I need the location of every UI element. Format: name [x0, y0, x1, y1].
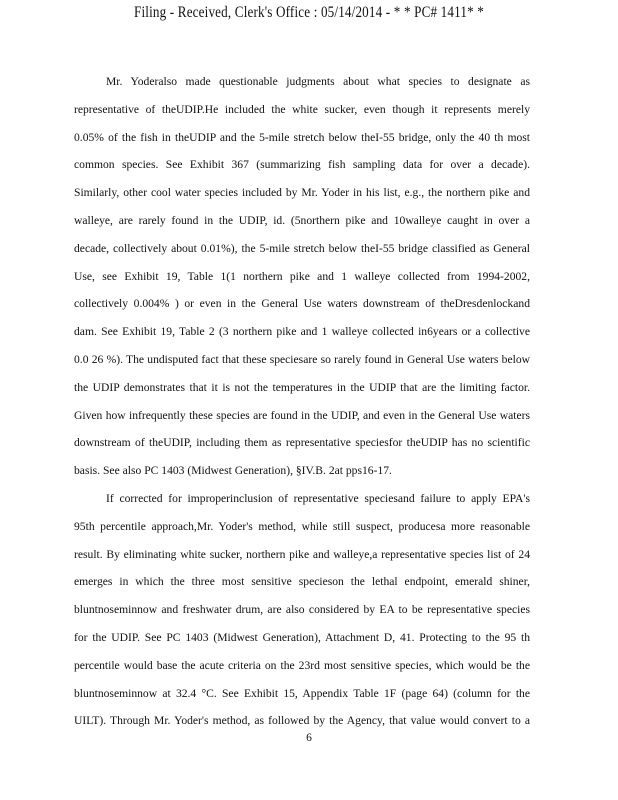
text-line: dam. See Exhibit 19, Table 2 (3 northern pike and 1 walleye collected in6years or a collective: [74, 325, 530, 339]
text-line: result. By eliminating white sucker, northern pike and walleye,a representative species list of 24: [74, 547, 530, 561]
text-line: downstream of theUDIP, including them as representative speciesfor theUDIP has no scientific: [74, 436, 530, 450]
text-line: representative of theUDIP.He included the white sucker, even though it represents merely: [74, 102, 530, 116]
text-line: bluntnoseminnow and freshwater drum, are also considered by EA to be representative species: [74, 603, 530, 617]
text-line: the UDIP demonstrates that it is not the temperatures in the UDIP that are the limiting factor.: [74, 380, 530, 394]
text-line: collectively 0.004% ) or even in the General Use waters downstream of theDresdenlockand: [74, 297, 530, 311]
text-line: common species. See Exhibit 367 (summarizing fish sampling data for over a decade).: [74, 158, 530, 172]
text-line: for the UDIP. See PC 1403 (Midwest Generation), Attachment D, 41. Protecting to the 95 th: [74, 630, 530, 644]
text-line: Use, see Exhibit 19, Table 1(1 northern pike and 1 walleye collected from 1994-2002,: [74, 269, 530, 283]
text-line: Mr. Yoderalso made questionable judgments about what species to designate as: [106, 75, 530, 88]
text-line: Similarly, other cool water species included by Mr. Yoder in his list, e.g., the northern pike and: [74, 186, 530, 200]
text-line: emerges in which the three most sensitive specieson the lethal endpoint, emerald shiner,: [74, 575, 530, 589]
text-line: UILT). Through Mr. Yoder's method, as followed by the Agency, that value would convert to a: [74, 714, 530, 728]
text-line: bluntnoseminnow at 32.4 °C. See Exhibit 15, Appendix Table 1F (page 64) (column for the: [74, 686, 530, 700]
text-line: 0.0 26 %). The undisputed fact that these speciesare so rarely found in General Use waters below: [74, 352, 530, 366]
text-line: basis. See also PC 1403 (Midwest Generation), §IV.B. 2at pps16-17.: [74, 464, 392, 478]
paragraph-2: [74, 485, 530, 735]
text-line: 0.05% of the fish in theUDIP and the 5-mile stretch below theI-55 bridge, only the 40 th most: [74, 130, 530, 144]
text-line: 95th percentile approach,Mr. Yoder's method, while still suspect, producesa more reasonable: [74, 519, 530, 533]
text-line: percentile would base the acute criteria on the 23rd most sensitive species, which would be the: [74, 658, 530, 672]
text-line: If corrected for improperinclusion of representative speciesand failure to apply EPA's: [106, 491, 530, 505]
text-line: decade, collectively about 0.01%), the 5-mile stretch below theI-55 bridge classified as General: [74, 241, 530, 255]
text-line: walleye, are rarely found in the UDIP, id. (5northern pike and 10walleye caught in over a: [74, 213, 530, 227]
document-body: [74, 68, 530, 735]
text-line: Given how infrequently these species are found in the UDIP, and even in the General Use waters: [74, 408, 530, 422]
page-number: 6: [306, 732, 312, 744]
paragraph-1: [74, 68, 530, 485]
filing-header: Filing - Received, Clerk's Office : 05/14/2014 - * * PC# 1411* *: [134, 4, 484, 21]
